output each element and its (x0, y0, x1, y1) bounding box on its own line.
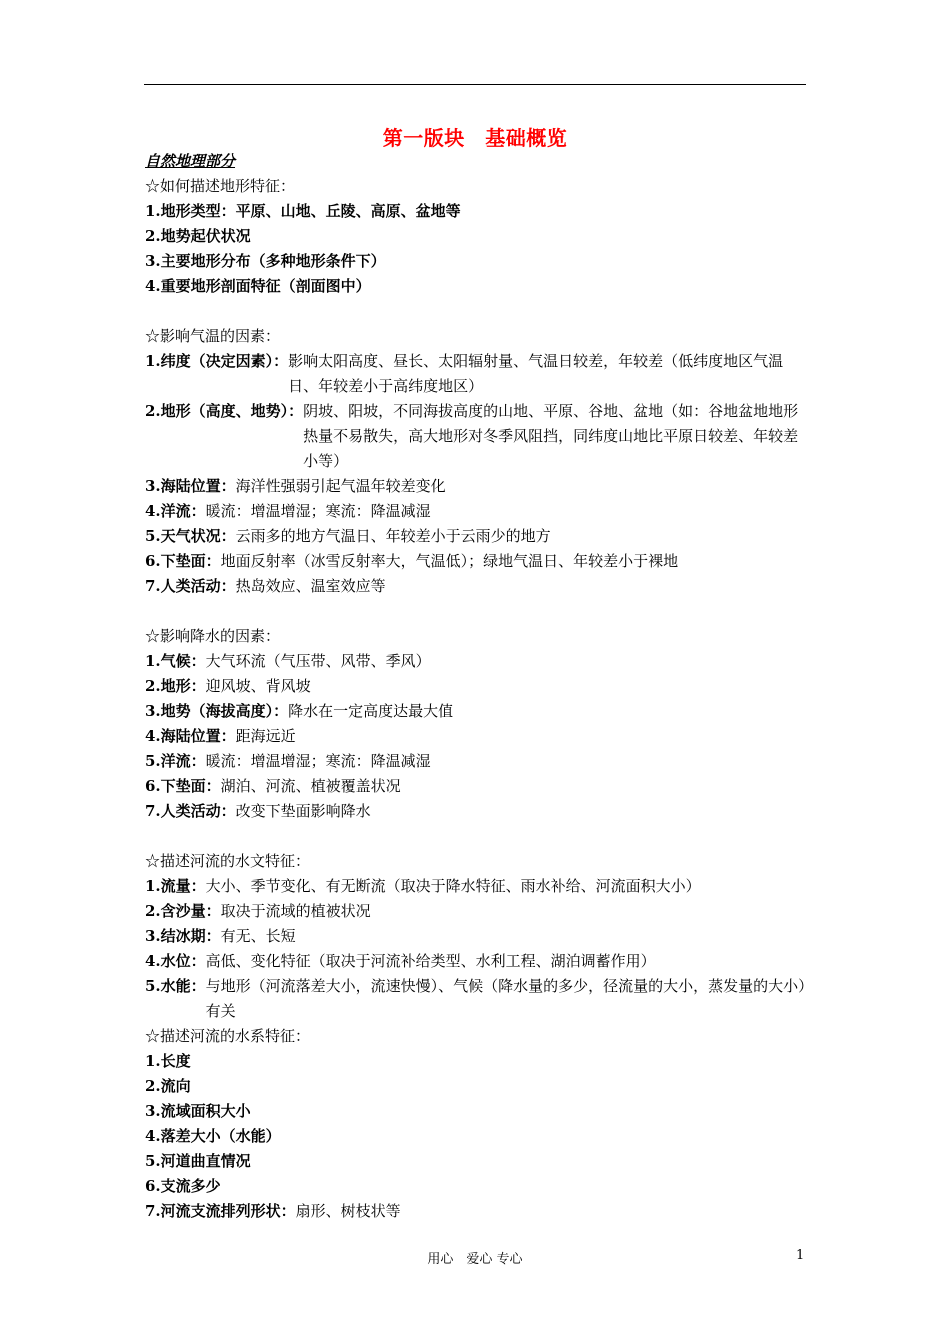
item-text: 高低、变化特征（取决于河流补给类型、水利工程、湖泊调蓄作用） (205, 952, 656, 970)
section-heading: ☆影响降水的因素： (145, 627, 281, 645)
list-item (145, 749, 810, 774)
item-label: 3.主要地形分布（多种地形条件下） (145, 252, 386, 270)
item-label: 1.长度 (145, 1052, 191, 1070)
list-item (145, 499, 810, 524)
item-text: 云雨多的地方气温日、年较差小于云雨少的地方 (235, 527, 551, 545)
item-text: 取决于流域的植被状况 (220, 902, 371, 920)
item-text: 有无、长短 (220, 927, 296, 945)
list-item (145, 874, 810, 899)
item-text: 扇形、树枝状等 (295, 1202, 401, 1220)
section-heading: ☆描述河流的水系特征： (145, 1027, 311, 1045)
item-text: 大小、季节变化、有无断流（取决于降水特征、雨水补给、河流面积大小） (205, 877, 701, 895)
list-item (145, 1174, 810, 1199)
list-item (145, 399, 810, 474)
list-item (145, 224, 810, 249)
item-label: 4.重要地形剖面特征（剖面图中） (145, 277, 371, 295)
item-label: 4.水位： (145, 952, 206, 970)
list-item (145, 924, 810, 949)
item-label: 2.含沙量： (145, 902, 221, 920)
spacer (145, 299, 810, 324)
item-label: 6.下垫面： (145, 777, 221, 795)
item-label: 7.河流支流排列形状： (145, 1202, 296, 1220)
item-text: 距海远近 (235, 727, 296, 745)
list-item (145, 674, 810, 699)
list-item (145, 724, 810, 749)
item-label: 3.海陆位置： (145, 477, 236, 495)
item-text: 阴坡、阳坡，不同海拔高度的山地、平原、谷地、盆地（如：谷地盆地地形热量不易散失，高大地形对冬季风阻挡，同纬度山地比平原日较差、年较差小等） (303, 402, 799, 470)
item-text: 迎风坡、背风坡 (205, 677, 311, 695)
item-text: 改变下垫面影响降水 (235, 802, 371, 820)
list-item (145, 1199, 810, 1224)
list-item (145, 1099, 810, 1124)
list-item (145, 799, 810, 824)
item-label: 3.流域面积大小 (145, 1102, 251, 1120)
list-item (145, 274, 810, 299)
item-text: 湖泊、河流、植被覆盖状况 (220, 777, 401, 795)
spacer (145, 599, 810, 624)
document-body (145, 149, 810, 1224)
document-title: 第一版块 基础概览 (382, 126, 568, 150)
list-item (145, 649, 810, 674)
item-label: 4.洋流： (145, 502, 206, 520)
item-label: 5.天气状况： (145, 527, 236, 545)
list-item (145, 524, 810, 549)
list-item (145, 1124, 810, 1149)
item-label: 7.人类活动： (145, 802, 236, 820)
item-text: 与地形（河流落差大小，流速快慢）、气候（降水量的多少，径流量的大小，蒸发量的大小）有关 (205, 977, 806, 1020)
item-label: 2.地形（高度、地势）： (145, 402, 304, 420)
item-text: 大气环流（气压带、风带、季风） (205, 652, 431, 670)
item-label: 3.结冰期： (145, 927, 221, 945)
item-text: 地面反射率（冰雪反射率大，气温低）；绿地气温日、年较差小于裸地 (220, 552, 679, 570)
section-heading: ☆影响气温的因素： (145, 327, 281, 345)
item-label: 2.流向 (145, 1077, 191, 1095)
header-rule (144, 84, 806, 85)
list-item (145, 474, 810, 499)
item-label: 4.海陆位置： (145, 727, 236, 745)
footer-text: 用心 爱心 专心 (427, 1252, 523, 1267)
item-label: 1.地形类型：平原、山地、丘陵、高原、盆地等 (145, 202, 461, 220)
item-label: 5.河道曲直情况 (145, 1152, 251, 1170)
item-label: 1.气候： (145, 652, 206, 670)
list-item (145, 974, 810, 1024)
item-label: 1.流量： (145, 877, 206, 895)
item-label: 1.纬度（决定因素）： (145, 352, 289, 370)
spacer (145, 824, 810, 849)
item-label: 5.洋流： (145, 752, 206, 770)
item-text: 影响太阳高度、昼长、太阳辐射量、气温日较差，年较差（低纬度地区气温日、年较差小于高纬度地区） (288, 352, 784, 395)
section-heading: ☆描述河流的水文特征： (145, 852, 311, 870)
item-label: 5.水能： (145, 977, 206, 995)
item-label: 7.人类活动： (145, 577, 236, 595)
list-item (145, 1149, 810, 1174)
section-subheading: 自然地理部分 (145, 152, 236, 170)
page-number: 1 (796, 1248, 805, 1263)
item-text: 热岛效应、温室效应等 (235, 577, 386, 595)
list-item (145, 949, 810, 974)
list-item (145, 349, 810, 399)
item-label: 4.落差大小（水能） (145, 1127, 281, 1145)
list-item (145, 199, 810, 224)
item-text: 暖流：增温增湿；寒流：降温减湿 (205, 752, 431, 770)
list-item (145, 1049, 810, 1074)
list-item (145, 249, 810, 274)
list-item (145, 774, 810, 799)
item-text: 暖流：增温增湿；寒流：降温减湿 (205, 502, 431, 520)
item-label: 6.下垫面： (145, 552, 221, 570)
item-text: 降水在一定高度达最大值 (288, 702, 454, 720)
item-label: 6.支流多少 (145, 1177, 221, 1195)
list-item (145, 1074, 810, 1099)
section-heading: ☆如何描述地形特征： (145, 177, 296, 195)
list-item (145, 549, 810, 574)
item-label: 2.地势起伏状况 (145, 227, 251, 245)
item-label: 2.地形： (145, 677, 206, 695)
list-item (145, 699, 810, 724)
list-item (145, 899, 810, 924)
item-label: 3.地势（海拔高度）： (145, 702, 289, 720)
list-item (145, 574, 810, 599)
item-text: 海洋性强弱引起气温年较差变化 (235, 477, 446, 495)
